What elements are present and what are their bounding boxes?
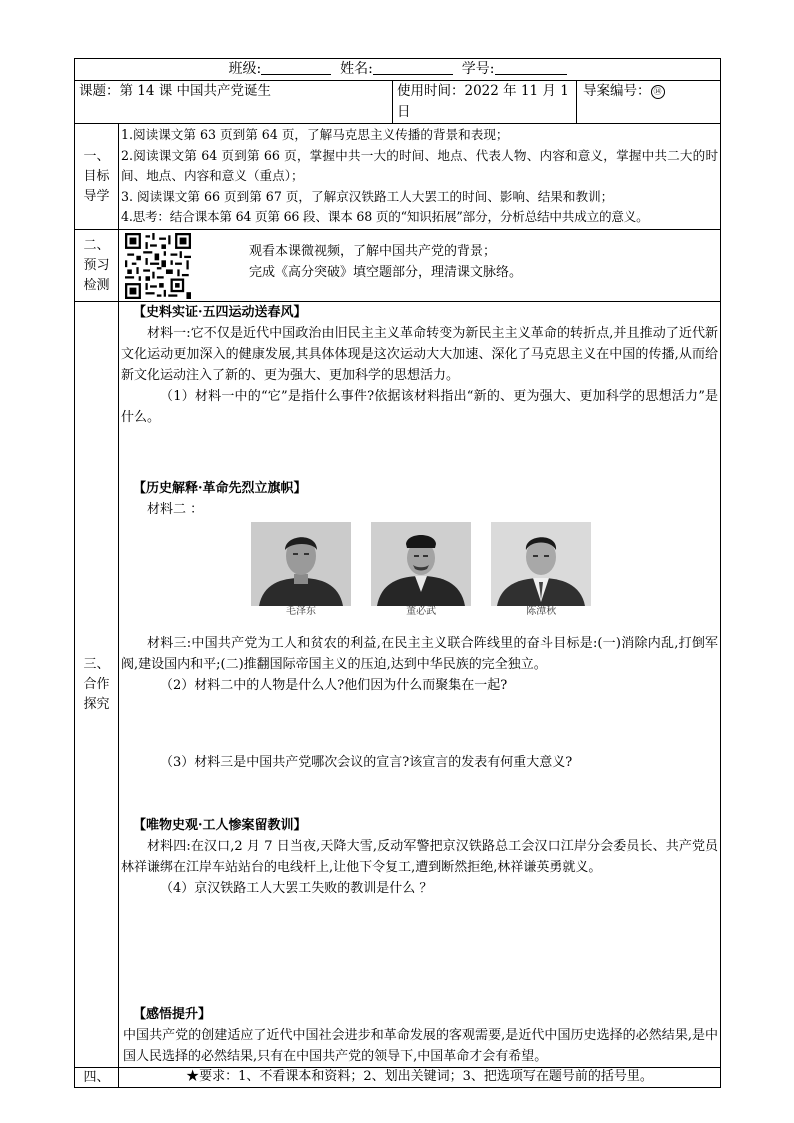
- guide-number-label: 导案编号：: [583, 83, 651, 99]
- section3-content: [119, 302, 721, 1068]
- portrait-image: [251, 522, 351, 606]
- portrait-photo: [371, 522, 471, 618]
- section1-content: [119, 124, 721, 230]
- section3-number: 三、: [83, 656, 110, 672]
- block3-title: 【唯物史观·工人惨案留教训】: [133, 818, 307, 833]
- section1-label: [75, 124, 119, 230]
- preview-line: 完成《高分突破》填空题部分，理清课文脉络。: [249, 265, 523, 280]
- usage-date: 使用时间：2022 年 11 月 1 日: [393, 81, 577, 124]
- portrait-caption: 董必武: [406, 606, 437, 617]
- section3-title: 合作探究: [83, 676, 110, 712]
- student-id-label: 学号:: [461, 61, 495, 77]
- portrait-caption: 陈潭秋: [526, 606, 557, 617]
- question3: （3）材料三是中国共产党哪次会议的宣言?该宣言的发表有何重大意义?: [160, 755, 573, 770]
- block4-title: 【感悟提升】: [133, 1007, 212, 1022]
- material4: 材料四:在汉口,2 月 7 日当夜,天降大雪,反动军警把京汉铁路总工会汉口江岸分会委员长、共产党员林祥谦绑在江岸车站站台的电线杆上,让他下令复工,遭到断然拒绝,林祥谦英勇就义。: [121, 839, 719, 875]
- student-info-row: [75, 59, 721, 81]
- section1-number: 一、: [83, 148, 110, 164]
- section2-label: [75, 230, 119, 302]
- section1-title: 目标导学: [83, 168, 110, 204]
- name-label: 姓名:: [340, 61, 373, 77]
- class-label: 班级:: [228, 61, 262, 77]
- name-field[interactable]: [373, 60, 453, 75]
- goal-item: 1.阅读课文第 63 页到第 64 页，了解马克思主义传播的背景和表现；: [121, 127, 509, 142]
- goal-item: 4.思考：结合课本第 64 页第 66 段、课本 68 页的“知识拓展”部分，分析总结中共成立的意义。: [121, 209, 649, 224]
- section4-label: 四、: [75, 1068, 119, 1088]
- section4-requirement: ★要求：1、不看课本和资料；2、划出关键词；3、把选项写在题号前的括号里。: [119, 1068, 721, 1088]
- question1: （1）材料一中的“它”是指什么事件?依据该材料指出“新的、更为强大、更加科学的思想活力”是什么。: [121, 389, 719, 425]
- lesson-topic: 课题：第 14 课 中国共产党诞生: [75, 81, 393, 124]
- material1: 材料一:它不仅是近代中国政治由旧民主主义革命转变为新民主主义革命的转折点,并且推动了近代新文化运动更加深入的健康发展,其具体体现是这次运动大大加速、深化了马克思主义在中国的传播,从而给新文化运动注入了新的、更为强大、更加科学的思想活力。: [121, 326, 719, 383]
- guide-number: ⑭: [651, 85, 665, 99]
- block1-title: 【史料实证·五四运动送春风】: [133, 305, 307, 320]
- portrait-caption: 毛泽东: [286, 606, 316, 617]
- portrait-photo: [491, 522, 591, 618]
- material2-label: 材料二 ：: [147, 502, 204, 517]
- guide-number-cell: [577, 81, 721, 124]
- section3-label: [75, 302, 119, 1068]
- answer-space-1[interactable]: [119, 428, 720, 478]
- section2-content: [119, 230, 721, 302]
- class-field[interactable]: [261, 60, 331, 75]
- section2-number: 二、: [83, 237, 110, 253]
- qr-code-icon[interactable]: [125, 233, 191, 299]
- answer-space-3[interactable]: [119, 773, 720, 815]
- section2-title: 预习检测: [83, 257, 110, 293]
- question4: （4）京汉铁路工人大罢工失败的教训是什么 ？: [160, 881, 433, 896]
- preview-text: [247, 241, 524, 283]
- worksheet-table: [74, 58, 721, 1088]
- goal-item: 2.阅读课文第 64 页到第 66 页，掌握中共一大的时间、地点、代表人物、内容和意义，掌握中共二大的时间、地点、内容和意义（重点）；: [121, 147, 719, 183]
- goal-item: 3. 阅读课文第 66 页到第 67 页，了解京汉铁路工人大罢工的时间、影响、结果和教训；: [121, 188, 614, 204]
- portrait-row: [119, 520, 720, 623]
- preview-line: 观看本课微视频，了解中国共产党的背景；: [249, 244, 497, 259]
- portrait-image: [371, 522, 471, 606]
- worksheet: [74, 58, 720, 1085]
- summary-text: 中国共产党的创建适应了近代中国社会进步和革命发展的客观需要,是近代中国历史选择的必然结果,是中国人民选择的必然结果,只有在中国共产党的领导下,中国革命才会有希望。: [123, 1028, 719, 1064]
- answer-space-2[interactable]: [119, 696, 720, 752]
- block2-title: 【历史解释·革命先烈立旗帜】: [133, 481, 307, 496]
- portrait-image: [491, 522, 591, 606]
- student-id-field[interactable]: [495, 60, 567, 75]
- answer-space-4[interactable]: [119, 899, 720, 1004]
- material3: 材料三:中国共产党为工人和贫农的利益,在民主主义联合阵线里的奋斗目标是:(一)消除内乱,打倒军阀,建设国内和平;(二)推翻国际帝国主义的压迫,达到中华民族的完全独立。: [121, 636, 719, 672]
- question2: （2）材料二中的人物是什么人?他们因为什么而聚集在一起?: [160, 678, 508, 693]
- portrait-photo: [251, 522, 351, 618]
